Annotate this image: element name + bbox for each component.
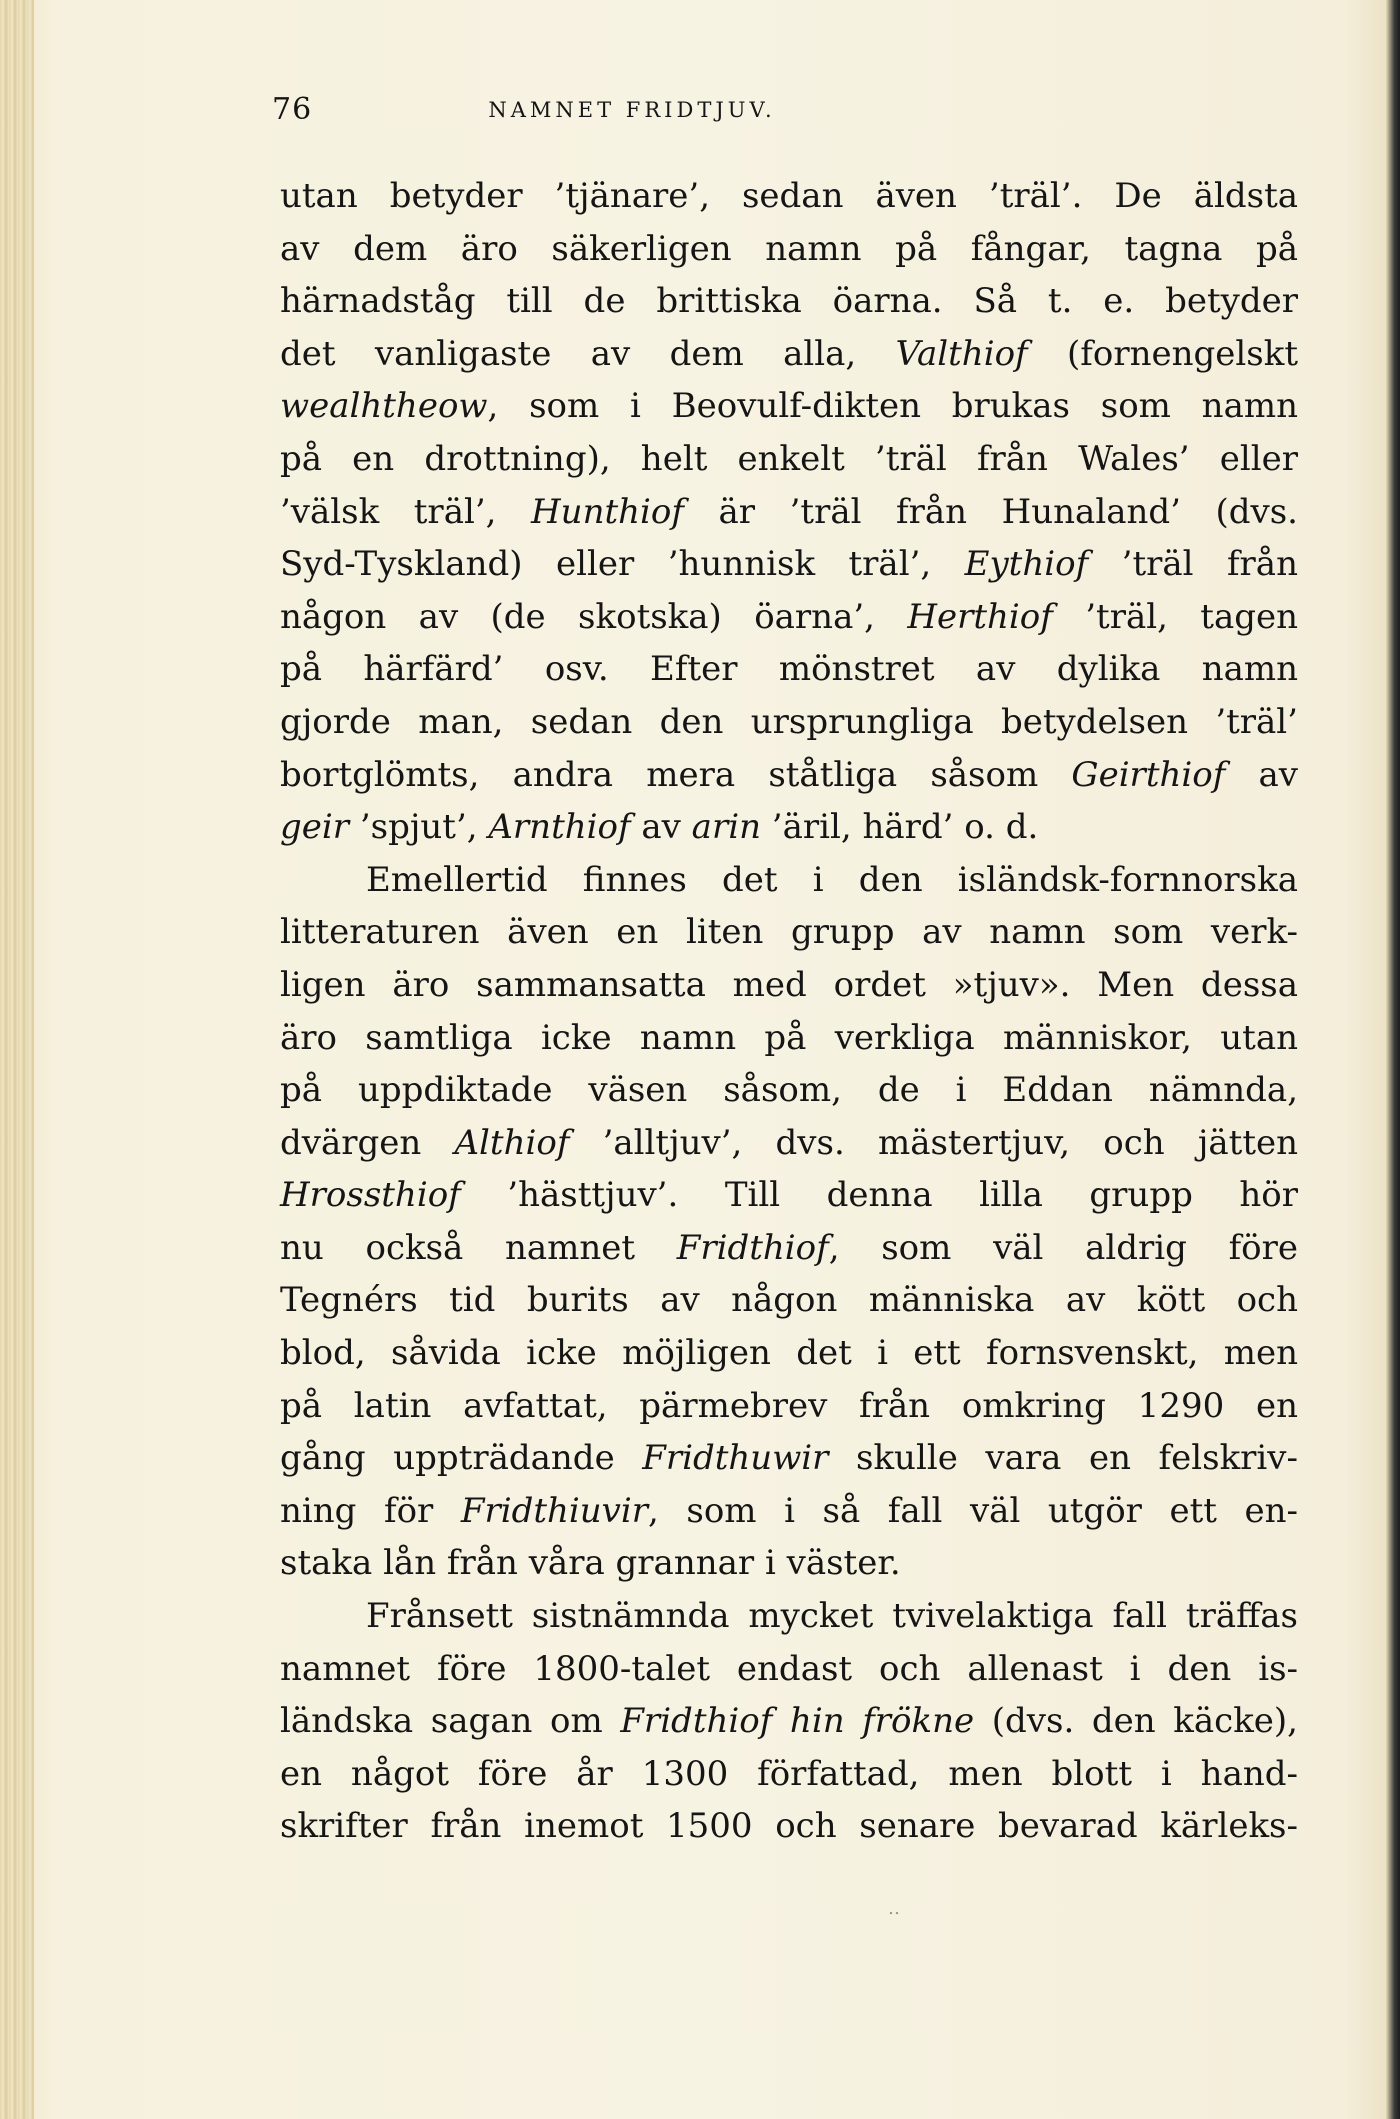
text-line [280,1485,1298,1538]
italic-name: Valthiof [895,333,1028,374]
text-line [280,591,1298,644]
text-line [280,1695,1298,1748]
text-run: Emellertid finnes det i den isländsk-fornnorska [366,859,1298,900]
text-line [280,1748,1298,1801]
text-run: gjorde man, sedan den ursprungliga betydelsen ’träl’ [280,701,1298,742]
italic-name: Hunthiof [531,491,684,532]
running-title: NAMNET FRIDTJUV. [488,98,776,122]
text-run: litteraturen även en liten grupp av namn som verk- [280,912,1298,953]
text-line [280,1274,1298,1327]
text-line [280,801,1298,854]
italic-name: Fridthiof hin frökne [620,1701,975,1742]
page-binding-edge [0,0,34,2119]
text-run: utan betyder ’tjänare’, sedan även ’träl’. De äldsta [280,176,1298,216]
text-run: ’hästtjuv’. Till denna lilla grupp hör [460,1175,1298,1216]
text-line [280,1222,1298,1275]
text-line [280,223,1298,276]
italic-name: Hrossthiof [280,1175,461,1216]
text-run: på en drottning), helt enkelt ’träl från Wales’ eller [280,438,1298,479]
text-line [280,486,1298,539]
text-line [280,906,1298,959]
page-number: 76 [272,92,313,127]
text-run: ning för [280,1490,461,1531]
text-run: (fornengelskt [1027,333,1298,374]
footer-mark: ‥ [888,1898,901,1919]
text-run: på uppdiktade väsen såsom, de i Eddan nämnda, [280,1070,1298,1111]
text-run: Tegnérs tid burits av någon människa av kött och [280,1280,1298,1321]
text-line [280,380,1298,433]
text-run: nu också namnet [280,1227,677,1268]
text-line [280,1380,1298,1433]
text-run: (dvs. den käcke), [974,1701,1298,1742]
text-line [280,1800,1298,1853]
text-run: ’äril, härd’ o. d. [760,807,1039,848]
italic-name: Fridthiuvir [460,1490,649,1531]
text-run: skulle vara en felskriv- [828,1438,1298,1479]
text-run: en något före år 1300 författad, men blott i hand- [280,1753,1298,1794]
text-run: av [630,807,692,848]
text-line [280,959,1298,1012]
body-text [280,170,1298,1853]
text-run: Syd-Tyskland) eller ’hunnisk träl’, [280,544,965,585]
italic-name: Geirthiof [1071,754,1226,795]
text-line [280,1643,1298,1696]
text-run: staka lån från våra grannar i väster. [280,1543,901,1584]
text-run: , som väl aldrig före [828,1227,1299,1268]
text-line [280,1327,1298,1380]
text-line [280,1012,1298,1065]
text-run: på härfärd’ osv. Efter mönstret av dylika namn [280,649,1298,690]
italic-name: arin [691,807,761,848]
text-line [280,1169,1298,1222]
text-line [280,1064,1298,1117]
text-run: bortglömts, andra mera ståtliga såsom [280,754,1072,795]
text-line [280,1590,1298,1643]
page-header [272,92,992,132]
text-run: gång uppträdande [280,1438,643,1479]
italic-name: wealhtheow [280,386,488,427]
italic-name: Arnthiof [488,807,631,848]
text-run: på latin avfattat, pärmebrev från omkring 1290 en [280,1385,1298,1426]
text-run: av dem äro säkerligen namn på fångar, tagna på [280,228,1298,269]
text-line [280,538,1298,591]
text-run: ’träl från [1088,544,1298,585]
text-line [280,1537,1298,1590]
text-run: någon av (de skotska) öarna’, [280,596,908,637]
text-run: ’alltjuv’, dvs. mästertjuv, och jätten [569,1122,1298,1163]
text-run: , som i så fall väl utgör ett en- [648,1490,1298,1531]
text-line [280,643,1298,696]
text-run: ’spjut’, [349,807,489,848]
text-run: är ’träl från Hunaland’ (dvs. [683,491,1298,532]
page-outer-edge [1386,0,1400,2119]
italic-name: Althiof [454,1122,570,1163]
text-run: ’välsk träl’, [280,491,532,532]
text-line [280,328,1298,381]
text-line [280,1432,1298,1485]
text-run: blod, såvida icke möjligen det i ett fornsvenskt, men [280,1333,1298,1374]
text-line [280,433,1298,486]
italic-name: Eythiof [964,544,1089,585]
text-line [280,696,1298,749]
italic-name: Fridthuwir [642,1438,829,1479]
italic-name: Herthiof [907,596,1053,637]
text-run: skrifter från inemot 1500 och senare bevarad kärleks- [280,1806,1298,1847]
text-run: , som i Beovulf-dikten brukas som namn [487,386,1298,427]
text-line [280,749,1298,802]
text-run: namnet före 1800-talet endast och allenast i den is- [280,1648,1298,1689]
text-run: dvärgen [280,1122,455,1163]
italic-name: Fridthiof [676,1227,829,1268]
text-run: härnadståg till de brittiska öarna. Så t. e. betyder [280,281,1298,322]
text-run: Frånsett sistnämnda mycket tvivelaktiga fall träffas [366,1596,1298,1637]
text-run: ländska sagan om [280,1701,621,1742]
text-run: det vanligaste av dem alla, [280,333,896,374]
text-line [280,854,1298,907]
text-line [280,275,1298,328]
text-line [280,170,1298,223]
text-run: äro samtliga icke namn på verkliga människor, utan [280,1017,1298,1058]
text-run: ligen äro sammansatta med ordet »tjuv». Men dessa [280,964,1298,1005]
italic-name: geir [280,807,350,848]
text-run: av [1225,754,1298,795]
text-line [280,1117,1298,1170]
text-run: ’träl, tagen [1052,596,1298,637]
